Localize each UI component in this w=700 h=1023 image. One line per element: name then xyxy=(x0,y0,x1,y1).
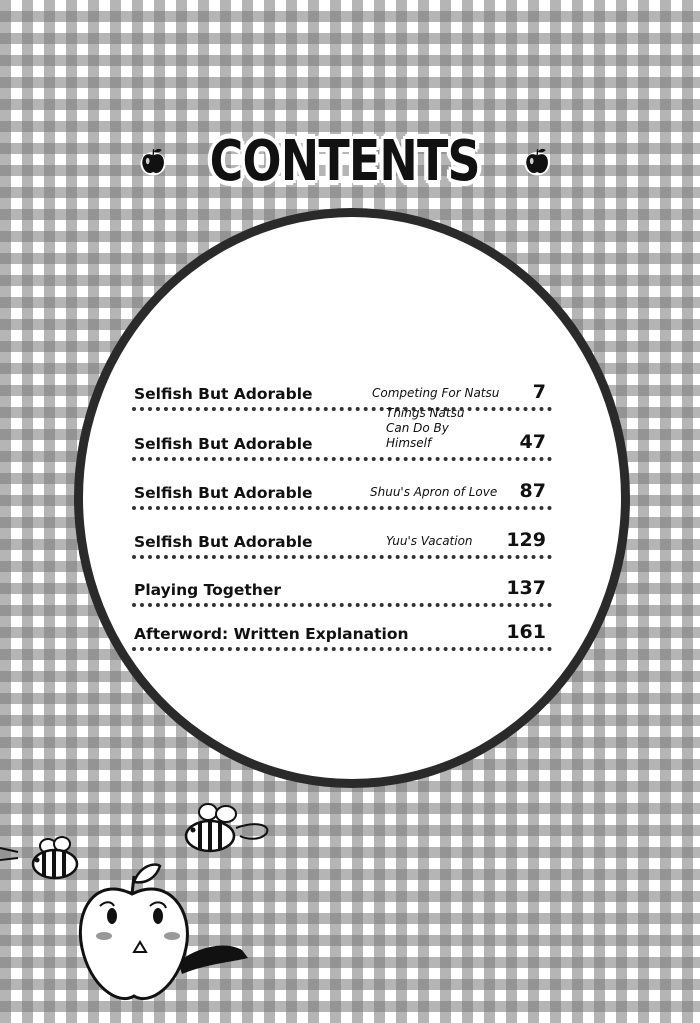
toc-entry-title: Playing Together xyxy=(134,581,281,599)
toc-entry-subtitle: Shuu's Apron of Love xyxy=(370,485,498,499)
toc-entry-title: Selfish But Adorable xyxy=(134,484,313,502)
toc-entry[interactable] xyxy=(132,461,552,510)
apple-icon xyxy=(140,129,166,193)
bee-icon xyxy=(0,837,77,878)
toc-entry-subtitle: Competing For Natsu xyxy=(372,386,500,400)
toc-entry-page: 129 xyxy=(506,529,546,551)
bee-icon xyxy=(186,804,267,851)
apple-character-icon xyxy=(80,865,248,999)
toc-entry[interactable] xyxy=(132,406,552,461)
toc-entry-title: Selfish But Adorable xyxy=(134,385,313,403)
apple-icon xyxy=(524,129,550,193)
toc-entry-title: Selfish But Adorable xyxy=(134,435,313,453)
toc-entry[interactable] xyxy=(132,559,552,607)
table-of-contents xyxy=(132,366,552,651)
toc-entry-page: 87 xyxy=(519,480,546,502)
contents-header xyxy=(140,118,550,204)
toc-entry-subtitle: Things Natsu Can Do By Himself xyxy=(386,406,465,450)
toc-entry-title: Selfish But Adorable xyxy=(134,533,313,551)
toc-entry-page: 7 xyxy=(532,381,546,403)
toc-entry[interactable] xyxy=(132,510,552,559)
toc-entry-page: 137 xyxy=(506,577,546,599)
toc-entry[interactable] xyxy=(132,366,552,411)
decoration-doodles xyxy=(0,790,320,1023)
toc-entry-subtitle: Yuu's Vacation xyxy=(386,534,473,548)
toc-entry-title: Afterword: Written Explanation xyxy=(134,625,409,643)
toc-entry-page: 47 xyxy=(519,431,546,453)
toc-entry[interactable] xyxy=(132,607,552,651)
toc-entry-page: 161 xyxy=(506,621,546,643)
page-title: CONTENTS xyxy=(209,128,481,194)
